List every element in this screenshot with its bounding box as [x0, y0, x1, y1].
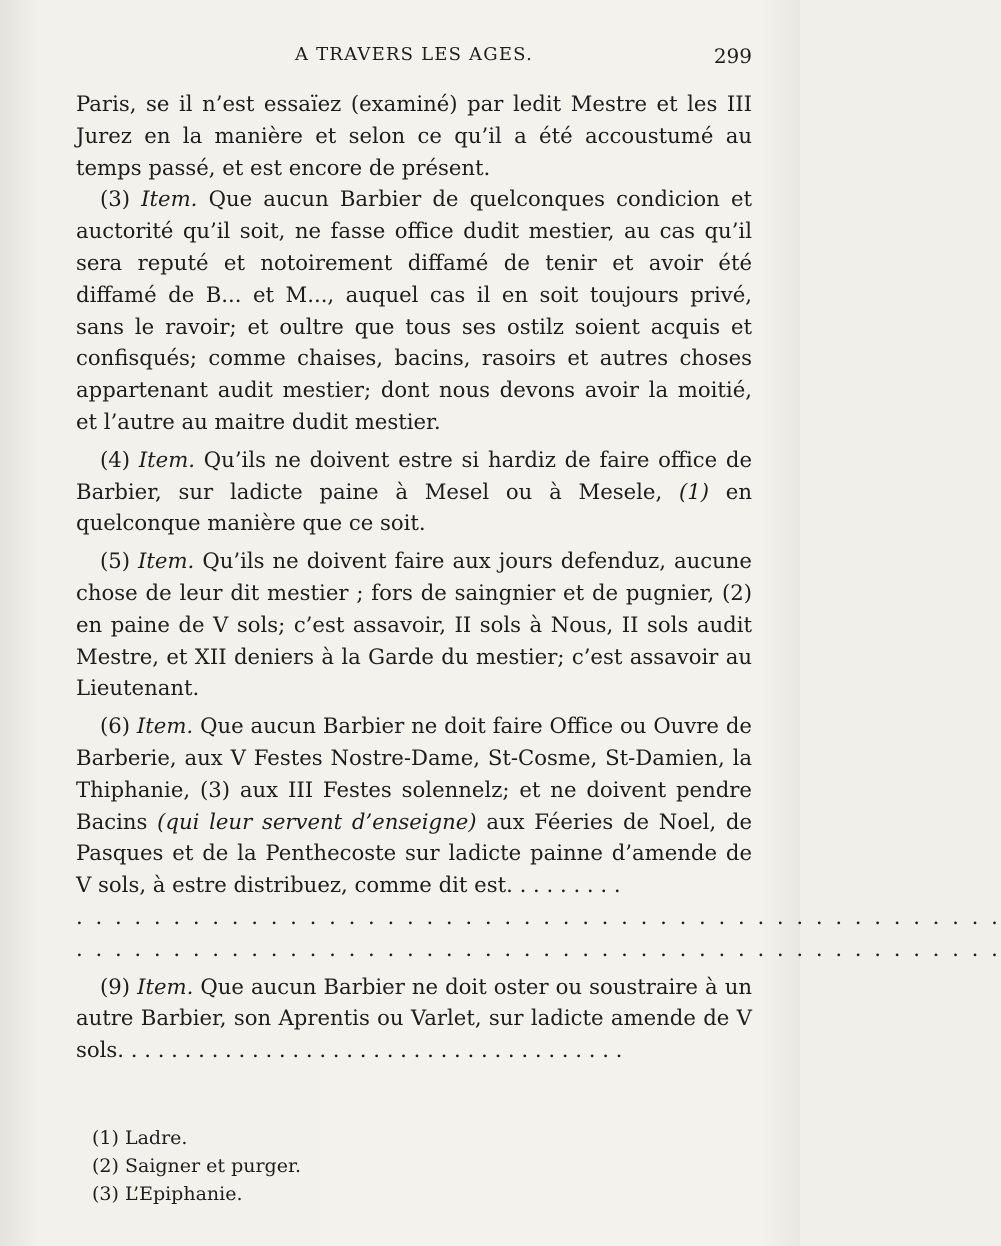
footnote-ref: (1) — [679, 478, 710, 504]
paragraph-item-5 — [76, 545, 752, 704]
page-header — [76, 40, 752, 74]
footnote — [92, 1180, 732, 1208]
footnote-number: (3) — [92, 1183, 119, 1205]
elision-dot-line: . . . . . . . . . . . . . . . . . . . . . . . . . . . . . . . . . . . . . . . . . . . . . . . . — [76, 935, 1001, 961]
item-text: Que aucun Barbier ne doit faire Office ou Ouvre de Barberie, aux V Festes Nostre-Dame, St-Cosme, St-Damien, la Thiphanie, — [76, 713, 752, 802]
item-text: aux Féeries de Noel, de Pasques et de la Penthecoste sur ladicte painne d’amende de V sols, à estre distribuez, comme dit est. — [76, 808, 752, 898]
elision-dots: . . . . . . . . — [519, 872, 621, 898]
item-number: (9) — [100, 973, 131, 999]
item-number: (3) — [100, 186, 131, 212]
footnote-text: Ladre. — [124, 1127, 188, 1149]
paragraph-item-3 — [76, 183, 752, 437]
item-number: (4) — [100, 446, 131, 472]
footnote — [92, 1152, 732, 1180]
item-text: en paine de V sols; c’est assavoir, II sols à Nous, II sols audit Mestre, et XII deniers à la Garde du mestier; c’est assavoir au Lieutenant. — [76, 611, 752, 701]
footnotes — [92, 1124, 732, 1208]
item-label: Item. — [136, 713, 194, 739]
body-text — [76, 88, 1001, 1066]
footnote-ref: (2) — [721, 579, 752, 605]
item-number: (6) — [100, 713, 131, 739]
paragraph-item-4 — [76, 444, 752, 539]
elision-dots: . . . . . . . . . . . . . . . . . . . . . . . . . . . . . . . . . . . . . — [130, 1037, 623, 1063]
item-text: aux III Festes solennelz; et ne doivent pendre Bacins — [76, 776, 752, 834]
item-label: Item. — [141, 186, 198, 212]
paragraph-item-9 — [76, 971, 752, 1066]
italic-aside: (qui leur servent d’enseigne) — [157, 808, 477, 834]
item-number: (5) — [100, 548, 131, 574]
footnote-text: Saigner et purger. — [124, 1155, 301, 1177]
item-label: Item. — [137, 973, 194, 999]
item-text: Que aucun Barbier ne doit oster ou soustraire à un autre Barbier, son Aprentis ou Varlet, sur ladicte amende de V sols. — [76, 973, 752, 1063]
footnote-text: L’Epiphanie. — [124, 1183, 243, 1205]
elision-dot-line: . . . . . . . . . . . . . . . . . . . . . . . . . . . . . . . . . . . . . . . . . . . . . . . . — [76, 903, 1001, 929]
item-label: Item. — [138, 548, 195, 574]
paragraph-item-6 — [76, 710, 752, 901]
item-text: Qu’ils ne doivent estre si hardiz de faire office de Barbier, sur ladicte paine à Mesel ou à Mesele, — [76, 446, 752, 504]
item-text: Que aucun Barbier de quelconques condicion et auctorité qu’il soit, ne fasse office dudit mestier, au cas qu’il sera reputé et notoirement diffamé de tenir et avoir été diffamé de B... et M..., auquel cas il en soit toujours privé, sans le ravoir; et oultre que tous ses ostilz soient acquis et confisqués; comme chaises, bacins, rasoirs et autres choses appartenant audit mestier; dont nous devons avoir la moitié, et l’autre au maitre dudit mestier. — [76, 186, 752, 434]
footnote-ref: (3) — [199, 776, 230, 802]
footnote-number: (1) — [92, 1127, 119, 1149]
running-title: A TRAVERS LES AGES. — [294, 44, 533, 65]
item-text: Qu’ils ne doivent faire aux jours defenduz, aucune chose de leur dit mestier ; fors de saingnier et de pugnier, — [76, 548, 752, 605]
page-number: 299 — [713, 44, 752, 68]
item-label: Item. — [138, 446, 196, 472]
item-text: en quelconque manière que ce soit. — [76, 478, 752, 536]
footnote-number: (2) — [92, 1155, 119, 1177]
footnote — [92, 1124, 732, 1152]
paragraph-continuation: Paris, se il n’est essaïez (examiné) par ledit Mestre et les III Jurez en la manière et selon ce qu’il a été accoustumé au temps passé, et est encore de présent. — [76, 91, 752, 180]
